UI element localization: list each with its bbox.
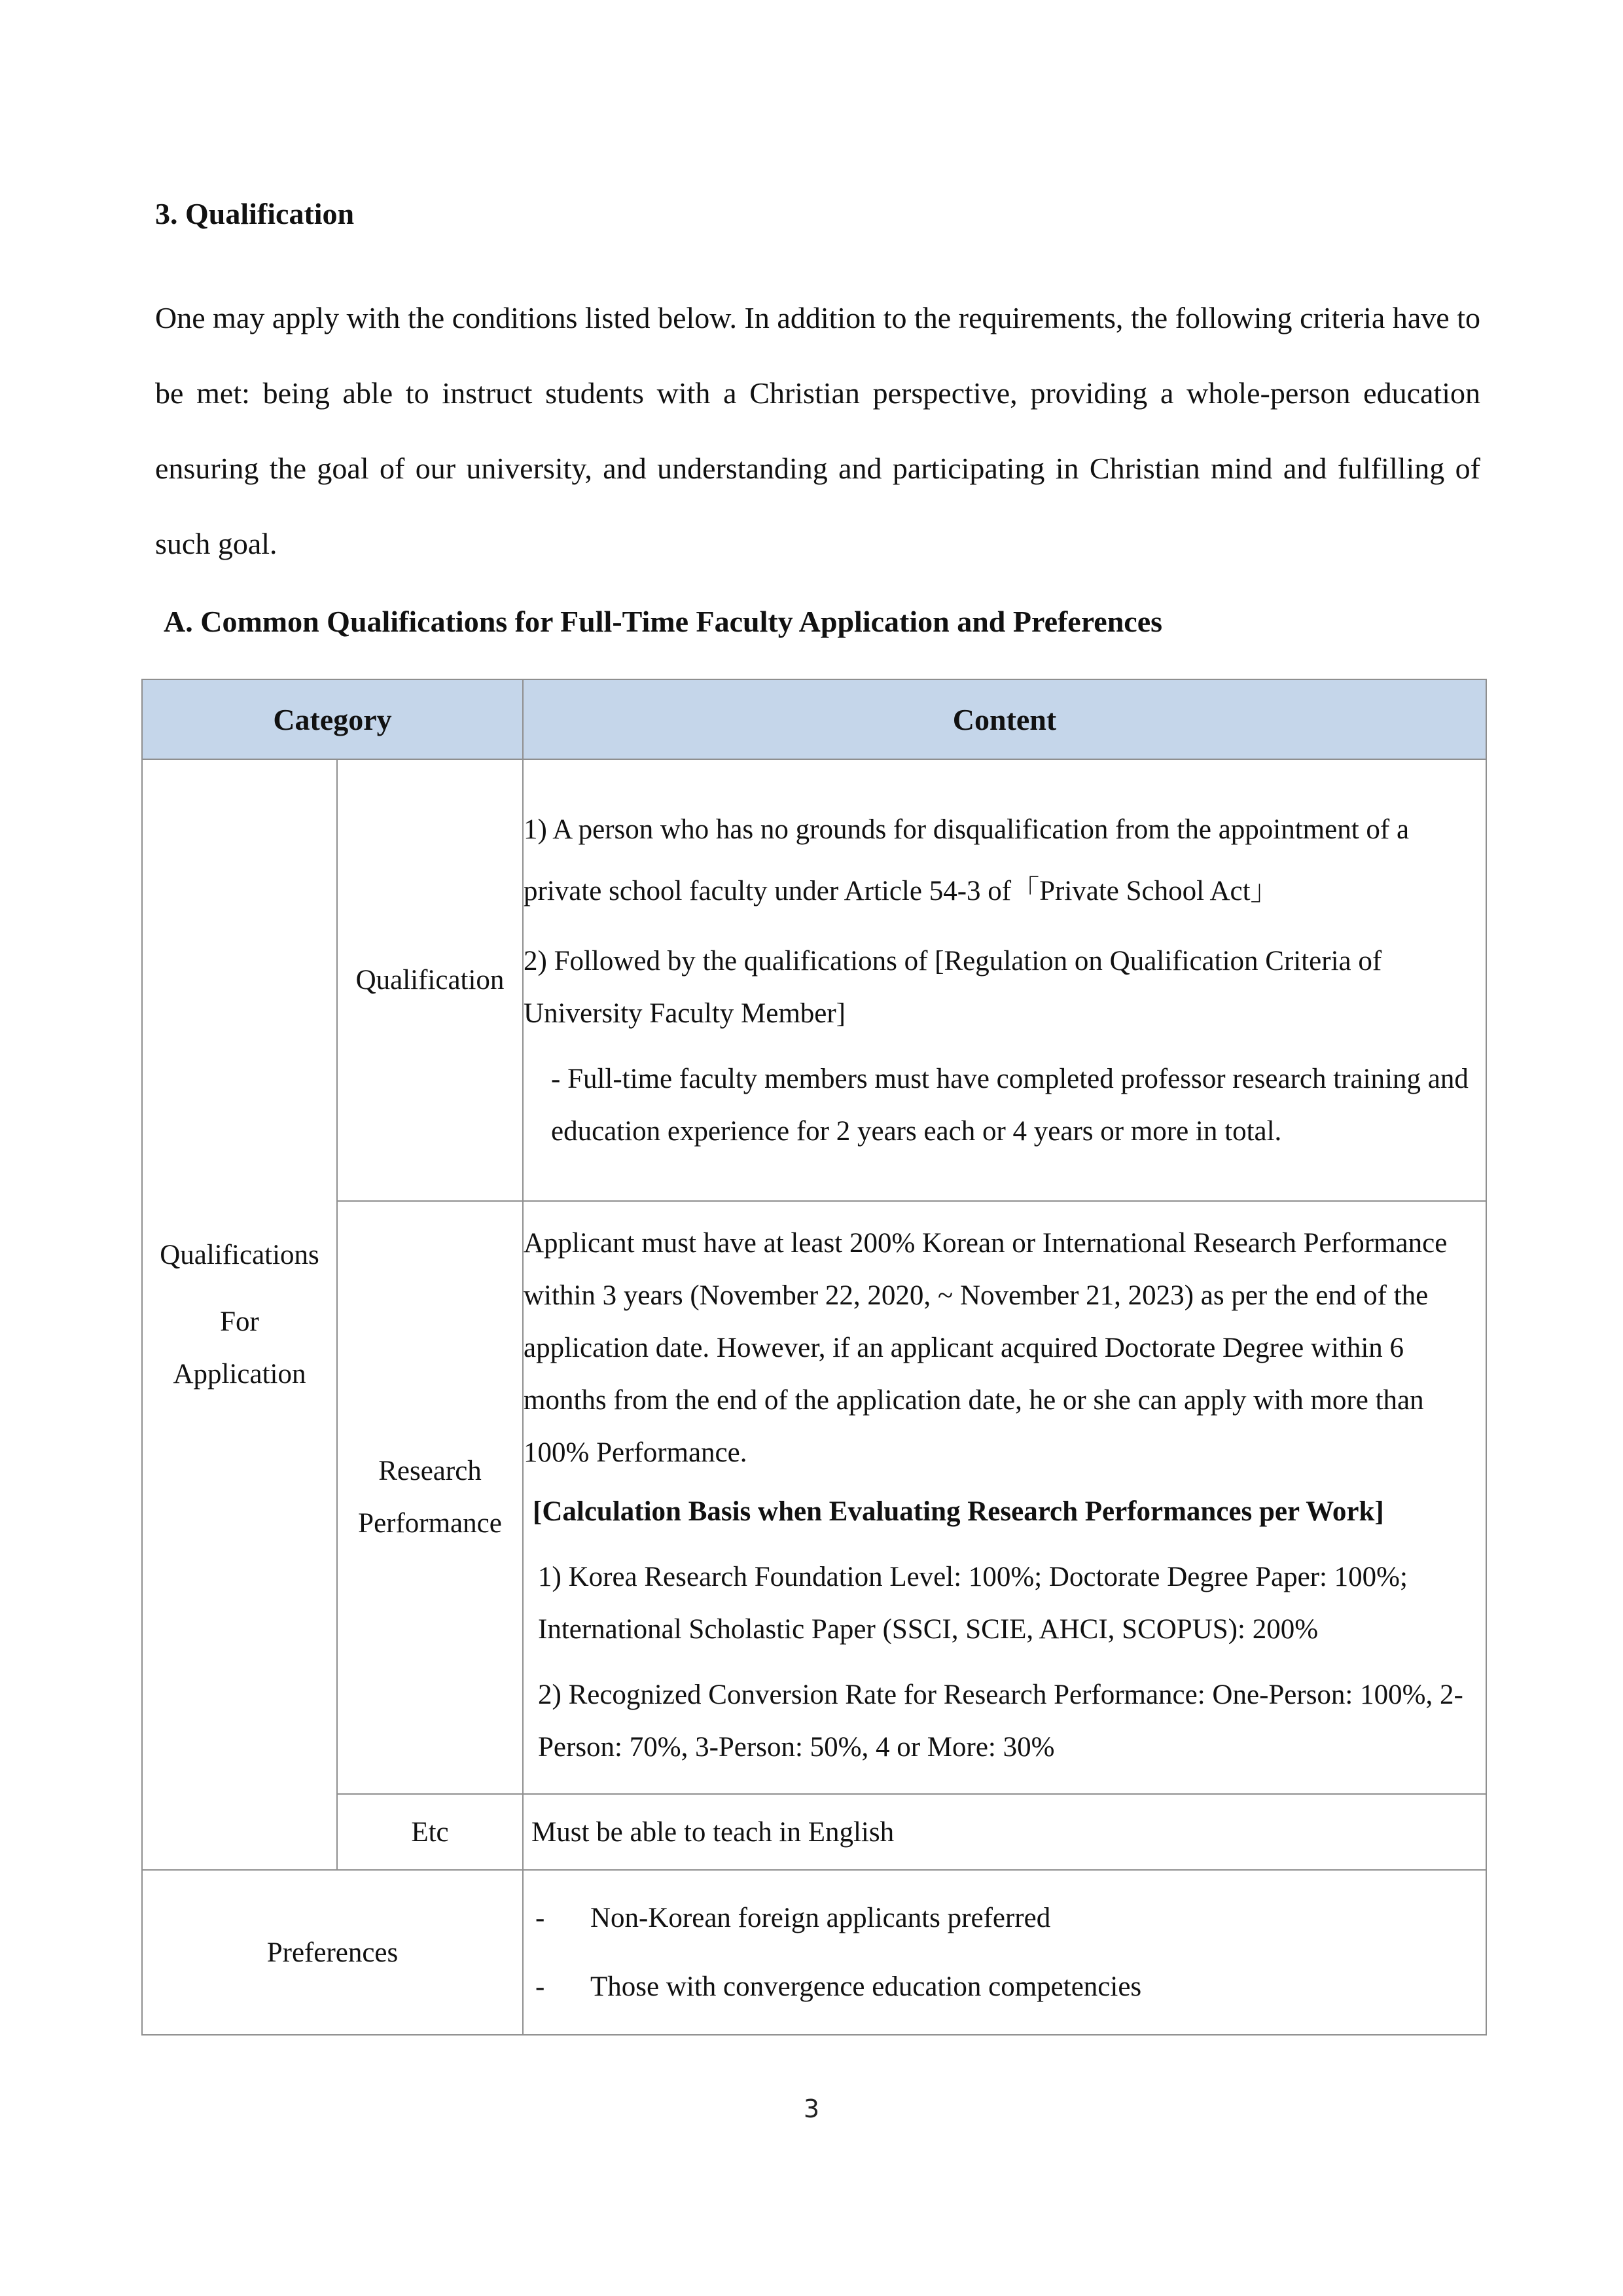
group-label-line: Qualifications (160, 1239, 319, 1270)
qualification-item: 1) A person who has no grounds for disqualification from the appointment of a private school faculty under Article 54-3 of「Private School Act」 (524, 814, 1410, 906)
list-item (535, 1884, 1486, 1952)
preferences-list (524, 1871, 1486, 2034)
table-row (142, 1794, 1486, 1870)
section-heading: 3. Qualification (155, 197, 355, 230)
etc-content: Must be able to teach in English (523, 1794, 1486, 1870)
qualifications-table (141, 679, 1487, 2036)
table-row (142, 1870, 1486, 2035)
list-dash: - (535, 1903, 545, 1933)
preferences-content (523, 1870, 1486, 2035)
table-row (142, 759, 1486, 1201)
intro-paragraph: One may apply with the conditions listed below. In addition to the requirements, the following criteria have to be met: being able to instruct students with a Christian perspective, providing a whole-person education ensuring the goal of our university, and understanding and participating in Christian mind and fulfilling of such goal. (155, 301, 1480, 560)
research-label-line: Research (378, 1456, 482, 1486)
qualification-content (523, 759, 1486, 1201)
header-content: Content (523, 679, 1486, 759)
research-basis-item: 1) Korea Research Foundation Level: 100%; Doctorate Degree Paper: 100%; International Scholastic Paper (SSCI, SCIE, AHCI, SCOPUS): 200% (538, 1562, 1408, 1645)
research-paragraph: Applicant must have at least 200% Korean or International Research Performance within 3 years (November 22, 2020, ~ November 21, 2023) as per the end of the application date. However, if an applicant acquired Doctorate Degree within 6 months from the end of the application date, he or she can apply with more than 100% Performance. (524, 1228, 1448, 1468)
etc-label: Etc (337, 1794, 523, 1870)
list-item-text: Non-Korean foreign applicants preferred (590, 1903, 1051, 1933)
research-label-line: Performance (358, 1508, 502, 1539)
table-header-row (142, 679, 1486, 759)
research-basis-item: 2) Recognized Conversion Rate for Research Performance: One-Person: 100%, 2-Person: 70%, 3-Person: 50%, 4 or More: 30% (538, 1679, 1463, 1763)
qualification-subitem: - Full-time faculty members must have completed professor research training and education experience for 2 years each or 4 years or more in total. (551, 1063, 1469, 1147)
group-label-line: Application (173, 1358, 306, 1390)
list-item (535, 1952, 1486, 2021)
preferences-label: Preferences (142, 1870, 523, 2035)
header-category: Category (142, 679, 523, 759)
group-label-line: For (220, 1306, 259, 1337)
group-label-cell (142, 759, 337, 1870)
research-label-cell (337, 1201, 523, 1794)
qualification-item: 2) Followed by the qualifications of [Regulation on Qualification Criteria of University Faculty Member] (524, 945, 1382, 1029)
qualification-label: Qualification (337, 759, 523, 1201)
list-dash: - (535, 1971, 545, 2002)
subsection-heading: A. Common Qualifications for Full-Time Faculty Application and Preferences (164, 605, 1163, 638)
page-number: 3 (803, 2094, 820, 2123)
research-basis-title: [Calculation Basis when Evaluating Research Performances per Work] (533, 1496, 1384, 1527)
research-content (523, 1201, 1486, 1794)
table-row (142, 1201, 1486, 1794)
list-item-text: Those with convergence education competencies (590, 1971, 1142, 2002)
